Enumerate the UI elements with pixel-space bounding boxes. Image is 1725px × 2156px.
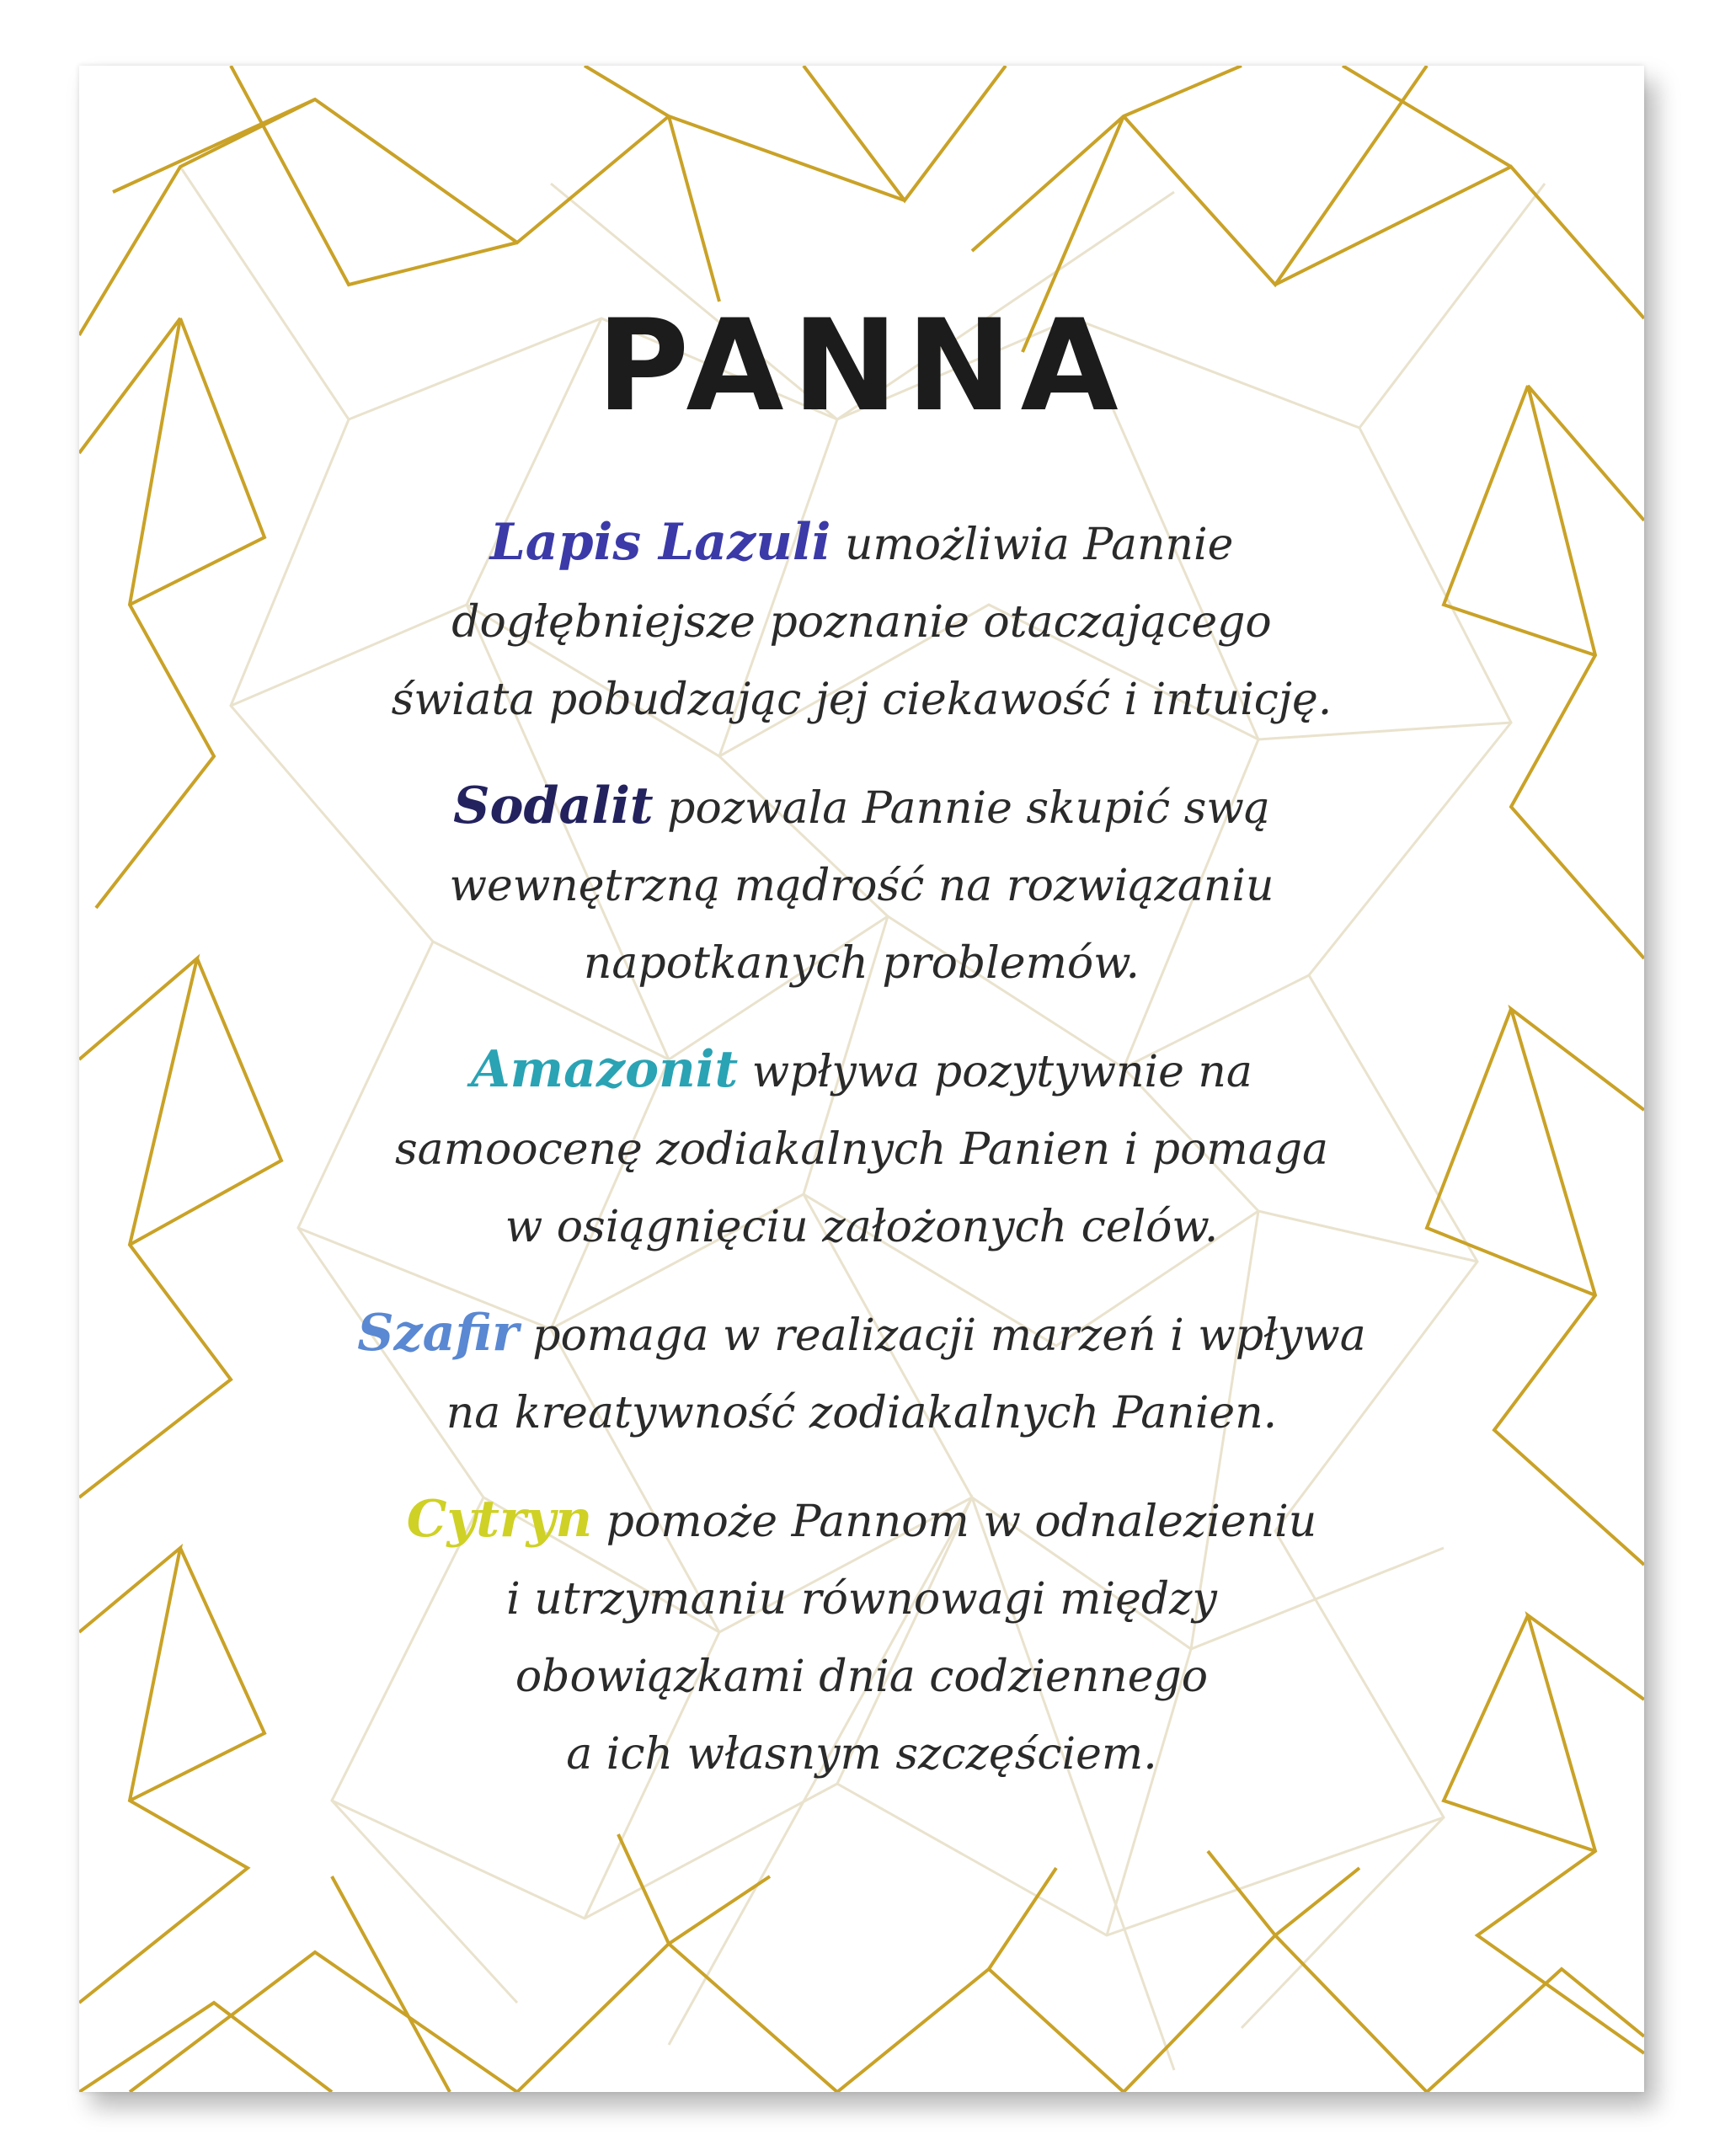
stone-text-line: napotkanych problemów. [583,938,1140,989]
stone-text: pozwala Pannie skupić swą [667,783,1270,834]
stone-name: Lapis Lazuli [489,513,831,572]
stone-item [214,1481,1509,1793]
stone-item [214,767,1509,1002]
stone-first-line [214,504,1509,584]
stone-text-line: a ich własnym szczęściem. [566,1729,1157,1780]
stone-list [214,504,1509,1822]
stone-text: wpływa pozytywnie na [751,1047,1252,1097]
stone-name: Sodalit [453,776,654,835]
stone-name: Szafir [357,1304,519,1363]
stone-text: pomaga w realizacji marzeń i wpływa [532,1310,1366,1361]
stone-item [214,504,1509,739]
stone-text-line: samoocenę zodiakalnych Panien i pomaga [395,1124,1328,1175]
stone-first-line [214,767,1509,847]
stone-text: pomoże Pannom w odnalezieniu [606,1497,1317,1547]
stone-text-line: w osiągnięciu założonych celów. [505,1202,1219,1252]
stone-text-line: świata pobudzając jej ciekawość i intuicję. [391,675,1332,725]
stone-text-line: obowiązkami dnia codziennego [515,1652,1209,1702]
stone-item [214,1294,1509,1452]
zodiac-card [79,66,1644,2092]
stone-text-line: dogłębniejsze poznanie otaczającego [451,597,1272,648]
stone-name: Cytryn [406,1490,593,1549]
stone-first-line [214,1031,1509,1111]
stone-item [214,1031,1509,1266]
stone-first-line [214,1294,1509,1374]
stone-text-line: wewnętrzną mądrość na rozwiązaniu [449,861,1274,911]
stone-text-line: i utrzymaniu równowagi między [506,1574,1217,1625]
stone-name: Amazonit [471,1040,739,1099]
stone-first-line [214,1481,1509,1561]
stone-text-line: na kreatywność zodiakalnych Panien. [446,1388,1278,1438]
page-title: PANNA [596,293,1127,440]
stone-text: umożliwia Pannie [844,520,1234,570]
